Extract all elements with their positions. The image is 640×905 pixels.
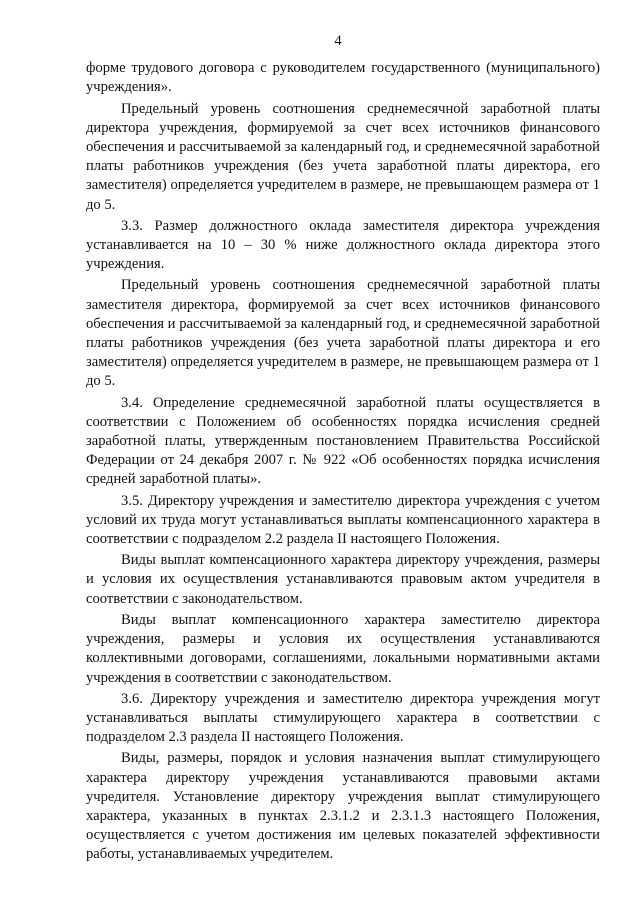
paragraph-director-salary-ratio: Предельный уровень соотношения среднемесячной заработной платы директора учреждения, формируемой за счет всех источников финансового обеспечения и рассчитываемой за календарный год, и среднемесячной заработной платы работников учреждения (без учета заработной платы директора, его заместителя) определяется учредителем в размере, не превышающем размера от 1 до 5. <box>86 100 600 213</box>
paragraph-contract-form: форме трудового договора с руководителем государственного (муниципального) учреждения». <box>86 60 600 96</box>
paragraph-deputy-compensation: Виды выплат компенсационного характера заместителю директора учреждения, размеры и условия их осуществления устанавливаются коллективными договорами, соглашениями, локальными нормативными актами учреждения в соответствии с законодательством. <box>86 611 600 686</box>
paragraph-3-6-incentive: 3.6. Директору учреждения и заместителю директора учреждения могут устанавливаться выплаты стимулирующего характера в соответствии с подразделом 2.3 раздела II настоящего Положения. <box>86 690 600 746</box>
paragraph-deputy-salary-ratio: Предельный уровень соотношения среднемесячной заработной платы заместителя директора, формируемой за счет всех источников финансового обеспечения и рассчитываемой за календарный год, и среднемесячной заработной платы работников учреждения (без учета заработной платы директора и его заместителя) определяется учредителем в размере, не превышающем размера от 1 до 5. <box>86 277 600 390</box>
paragraph-incentive-conditions: Виды, размеры, порядок и условия назначения выплат стимулирующего характера директору учреждения устанавливаются правовыми актами учредителя. Установление директору учреждения выплат стимулирующего характера, указанных в пунктах 2.3.1.2 и 2.3.1.3 настоящего Положения, осуществляется с учетом достижения им целевых показателей эффективности работы, устанавливаемых учредителем. <box>86 750 600 863</box>
paragraph-3-4-average-salary: 3.4. Определение среднемесячной заработной платы осуществляется в соответствии с Положением об особенностях порядка исчисления средней заработной платы, утвержденным постановлением Правительства Российской Федерации от 24 декабря 2007 г. № 922 «Об особенностях порядка исчисления средней заработной платы». <box>86 394 600 488</box>
paragraph-3-5-compensation: 3.5. Директору учреждения и заместителю директора учреждения с учетом условий их труда могут устанавливаться выплаты компенсационного характера в соответствии с подразделом 2.2 раздела II настоящего Положения. <box>86 492 600 548</box>
page-number: 4 <box>334 33 342 49</box>
paragraph-3-3-deputy-salary: 3.3. Размер должностного оклада заместителя директора учреждения устанавливается на 10 – 30 % ниже должностного оклада директора этого учреждения. <box>86 217 600 273</box>
paragraph-director-compensation: Виды выплат компенсационного характера директору учреждения, размеры и условия их осуществления устанавливаются правовым актом учредителя в соответствии с законодательством. <box>86 552 600 607</box>
